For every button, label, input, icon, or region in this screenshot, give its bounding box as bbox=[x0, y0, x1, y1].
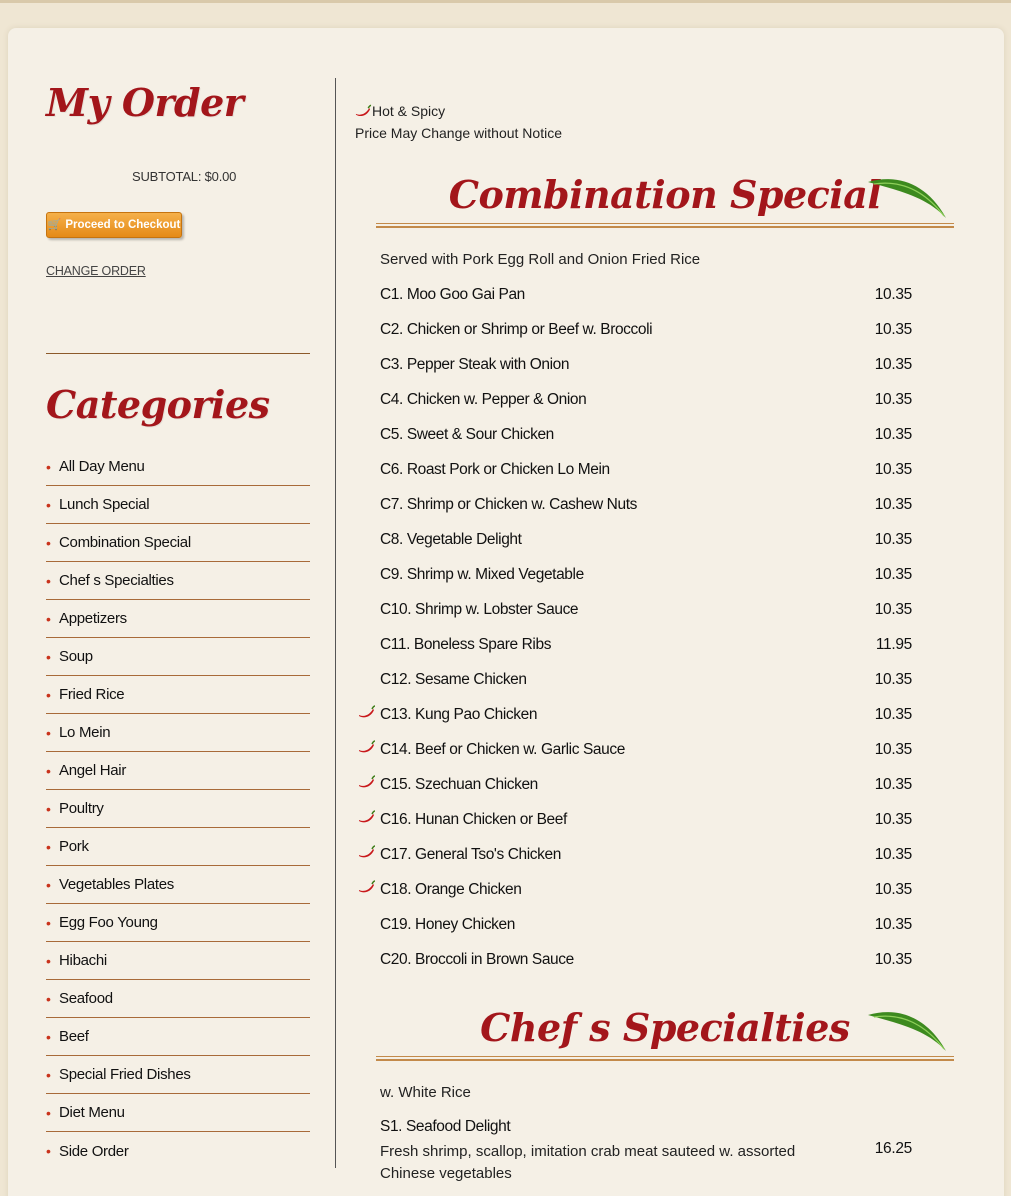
combination-special-header bbox=[376, 172, 954, 228]
chili-pepper-icon bbox=[355, 104, 372, 118]
bullet-icon: • bbox=[46, 458, 51, 475]
category-label: Angel Hair bbox=[59, 762, 127, 779]
item-name: C16. Hunan Chicken or Beef bbox=[380, 810, 567, 828]
category-label: Poultry bbox=[59, 800, 104, 817]
bullet-icon: • bbox=[46, 914, 51, 931]
menu-item[interactable] bbox=[356, 522, 916, 557]
item-name: C7. Shrimp or Chicken w. Cashew Nuts bbox=[380, 495, 637, 513]
menu-item[interactable] bbox=[356, 837, 916, 872]
item-price: 10.35 bbox=[874, 460, 912, 478]
category-item[interactable] bbox=[46, 600, 310, 638]
item-name: C14. Beef or Chicken w. Garlic Sauce bbox=[380, 740, 625, 758]
checkout-label: Proceed to Checkout bbox=[65, 219, 181, 231]
item-price: 10.35 bbox=[874, 565, 912, 583]
bullet-icon: • bbox=[46, 1143, 51, 1159]
categories-title: Categories bbox=[46, 382, 270, 427]
top-strip bbox=[0, 0, 1011, 3]
category-item[interactable] bbox=[46, 866, 310, 904]
category-item[interactable] bbox=[46, 790, 310, 828]
item-price: 10.35 bbox=[874, 355, 912, 373]
item-price: 10.35 bbox=[874, 320, 912, 338]
item-price: 10.35 bbox=[874, 495, 912, 513]
bullet-icon: • bbox=[46, 686, 51, 703]
item-description: Fresh shrimp, scallop, imitation crab meat sauteed w. assorted Chinese vegetables bbox=[380, 1143, 796, 1182]
category-label: All Day Menu bbox=[59, 458, 145, 475]
menu-item[interactable] bbox=[356, 557, 916, 592]
category-item[interactable] bbox=[46, 486, 310, 524]
item-name: C13. Kung Pao Chicken bbox=[380, 705, 538, 723]
category-item[interactable] bbox=[46, 676, 310, 714]
bullet-icon: • bbox=[46, 762, 51, 779]
column-divider bbox=[335, 78, 336, 1168]
item-price: 10.35 bbox=[874, 425, 912, 443]
chili-pepper-icon bbox=[358, 845, 376, 859]
menu-item[interactable] bbox=[356, 417, 916, 452]
bullet-icon: • bbox=[46, 1066, 51, 1083]
item-name: C19. Honey Chicken bbox=[380, 915, 515, 933]
category-item[interactable] bbox=[46, 1018, 310, 1056]
item-price: 10.35 bbox=[874, 880, 912, 898]
category-label: Side Order bbox=[59, 1142, 129, 1160]
sidebar-divider bbox=[46, 353, 310, 354]
category-item[interactable] bbox=[46, 448, 310, 486]
category-label: Beef bbox=[59, 1028, 89, 1045]
category-label: Special Fried Dishes bbox=[59, 1066, 191, 1083]
category-label: Seafood bbox=[59, 990, 113, 1007]
menu-item[interactable] bbox=[356, 732, 916, 767]
item-price: 16.25 bbox=[874, 1140, 912, 1157]
category-item[interactable] bbox=[46, 1094, 310, 1132]
menu-item[interactable] bbox=[356, 452, 916, 487]
category-item[interactable] bbox=[46, 904, 310, 942]
category-label: Soup bbox=[59, 648, 93, 665]
menu-item[interactable] bbox=[356, 1115, 916, 1185]
category-item[interactable] bbox=[46, 1056, 310, 1094]
bullet-icon: • bbox=[46, 648, 51, 665]
item-name: C17. General Tso's Chicken bbox=[380, 845, 561, 863]
chili-pepper-icon bbox=[358, 810, 376, 824]
chef-specialties-header bbox=[376, 1005, 954, 1061]
item-price: 10.35 bbox=[874, 915, 912, 933]
menu-item[interactable] bbox=[356, 907, 916, 942]
chef-description: w. White Rice bbox=[380, 1084, 471, 1101]
bullet-icon: • bbox=[46, 876, 51, 893]
category-label: Vegetables Plates bbox=[59, 876, 174, 893]
item-price: 10.35 bbox=[874, 705, 912, 723]
item-name: C4. Chicken w. Pepper & Onion bbox=[380, 390, 587, 408]
category-item[interactable] bbox=[46, 714, 310, 752]
bullet-icon: • bbox=[46, 496, 51, 513]
item-name: C18. Orange Chicken bbox=[380, 880, 522, 898]
item-price: 10.35 bbox=[874, 810, 912, 828]
menu-item[interactable] bbox=[356, 697, 916, 732]
spicy-legend bbox=[355, 102, 445, 120]
category-label: Fried Rice bbox=[59, 686, 125, 703]
bamboo-leaf-icon bbox=[866, 1007, 950, 1053]
category-item[interactable] bbox=[46, 524, 310, 562]
chef-specialties-title: Chef s Specialties bbox=[480, 1005, 850, 1050]
bullet-icon: • bbox=[46, 534, 51, 551]
item-name: C11. Boneless Spare Ribs bbox=[380, 635, 552, 653]
combination-item-list bbox=[356, 277, 916, 977]
chili-pepper-icon bbox=[358, 705, 376, 719]
item-price: 10.35 bbox=[874, 740, 912, 758]
menu-item[interactable] bbox=[356, 802, 916, 837]
menu-item[interactable] bbox=[356, 277, 916, 312]
item-name: C3. Pepper Steak with Onion bbox=[380, 355, 570, 373]
combination-description: Served with Pork Egg Roll and Onion Fried Rice bbox=[380, 251, 701, 268]
proceed-to-checkout-button[interactable] bbox=[46, 212, 182, 238]
category-label: Pork bbox=[59, 838, 89, 855]
menu-item[interactable] bbox=[356, 662, 916, 697]
category-label: Appetizers bbox=[59, 610, 127, 627]
category-label: Chef s Specialties bbox=[59, 572, 174, 589]
change-order-link[interactable]: CHANGE ORDER bbox=[46, 264, 146, 278]
item-name: C15. Szechuan Chicken bbox=[380, 775, 538, 793]
item-name: C6. Roast Pork or Chicken Lo Mein bbox=[380, 460, 610, 478]
item-name: C8. Vegetable Delight bbox=[380, 530, 522, 548]
item-price: 10.35 bbox=[874, 530, 912, 548]
category-label: Hibachi bbox=[59, 952, 107, 969]
cart-icon: 🛒 bbox=[47, 218, 62, 231]
category-item[interactable] bbox=[46, 752, 310, 790]
item-name: C5. Sweet & Sour Chicken bbox=[380, 425, 554, 443]
item-name: C9. Shrimp w. Mixed Vegetable bbox=[380, 565, 584, 583]
menu-item[interactable] bbox=[356, 487, 916, 522]
menu-item[interactable] bbox=[356, 767, 916, 802]
menu-item[interactable] bbox=[356, 347, 916, 382]
bullet-icon: • bbox=[46, 610, 51, 627]
bullet-icon: • bbox=[46, 838, 51, 855]
item-price: 11.95 bbox=[875, 635, 912, 653]
category-item[interactable] bbox=[46, 942, 310, 980]
bamboo-leaf-icon bbox=[866, 174, 950, 220]
category-list bbox=[46, 448, 310, 1170]
item-name: C2. Chicken or Shrimp or Beef w. Broccoli bbox=[380, 320, 653, 338]
category-label: Diet Menu bbox=[59, 1104, 125, 1121]
category-item[interactable] bbox=[46, 980, 310, 1018]
menu-item[interactable] bbox=[356, 592, 916, 627]
price-notice: Price May Change without Notice bbox=[355, 125, 562, 141]
menu-item[interactable] bbox=[356, 382, 916, 417]
category-label: Lo Mein bbox=[59, 724, 111, 741]
item-name: C12. Sesame Chicken bbox=[380, 670, 527, 688]
chili-pepper-icon bbox=[358, 775, 376, 789]
category-label: Egg Foo Young bbox=[59, 914, 158, 931]
category-item[interactable] bbox=[46, 562, 310, 600]
item-price: 10.35 bbox=[874, 950, 912, 968]
menu-item[interactable] bbox=[356, 942, 916, 977]
category-item[interactable] bbox=[46, 1132, 310, 1170]
item-price: 10.35 bbox=[874, 600, 912, 618]
menu-item[interactable] bbox=[356, 312, 916, 347]
menu-item[interactable] bbox=[356, 872, 916, 907]
category-item[interactable] bbox=[46, 638, 310, 676]
category-label: Lunch Special bbox=[59, 496, 150, 513]
item-name: C1. Moo Goo Gai Pan bbox=[380, 285, 525, 303]
bullet-icon: • bbox=[46, 1104, 51, 1121]
chili-pepper-icon bbox=[358, 740, 376, 754]
spicy-legend-label: Hot & Spicy bbox=[372, 103, 446, 119]
bullet-icon: • bbox=[46, 990, 51, 1007]
item-price: 10.35 bbox=[874, 285, 912, 303]
category-item[interactable] bbox=[46, 828, 310, 866]
bullet-icon: • bbox=[46, 952, 51, 969]
item-price: 10.35 bbox=[874, 670, 912, 688]
bullet-icon: • bbox=[46, 1028, 51, 1045]
chili-pepper-icon bbox=[358, 880, 376, 894]
item-price: 10.35 bbox=[874, 390, 912, 408]
item-price: 10.35 bbox=[874, 845, 912, 863]
item-price: 10.35 bbox=[874, 775, 912, 793]
combination-special-title: Combination Special bbox=[448, 172, 882, 217]
bullet-icon: • bbox=[46, 724, 51, 741]
menu-item[interactable] bbox=[356, 627, 916, 662]
subtotal-text: SUBTOTAL: $0.00 bbox=[132, 169, 237, 184]
item-name: S1. Seafood Delight bbox=[380, 1118, 511, 1135]
category-label: Combination Special bbox=[59, 534, 191, 551]
bullet-icon: • bbox=[46, 572, 51, 589]
order-title: My Order bbox=[46, 80, 244, 125]
item-name: C20. Broccoli in Brown Sauce bbox=[380, 950, 574, 968]
bullet-icon: • bbox=[46, 800, 51, 817]
item-name: C10. Shrimp w. Lobster Sauce bbox=[380, 600, 579, 618]
